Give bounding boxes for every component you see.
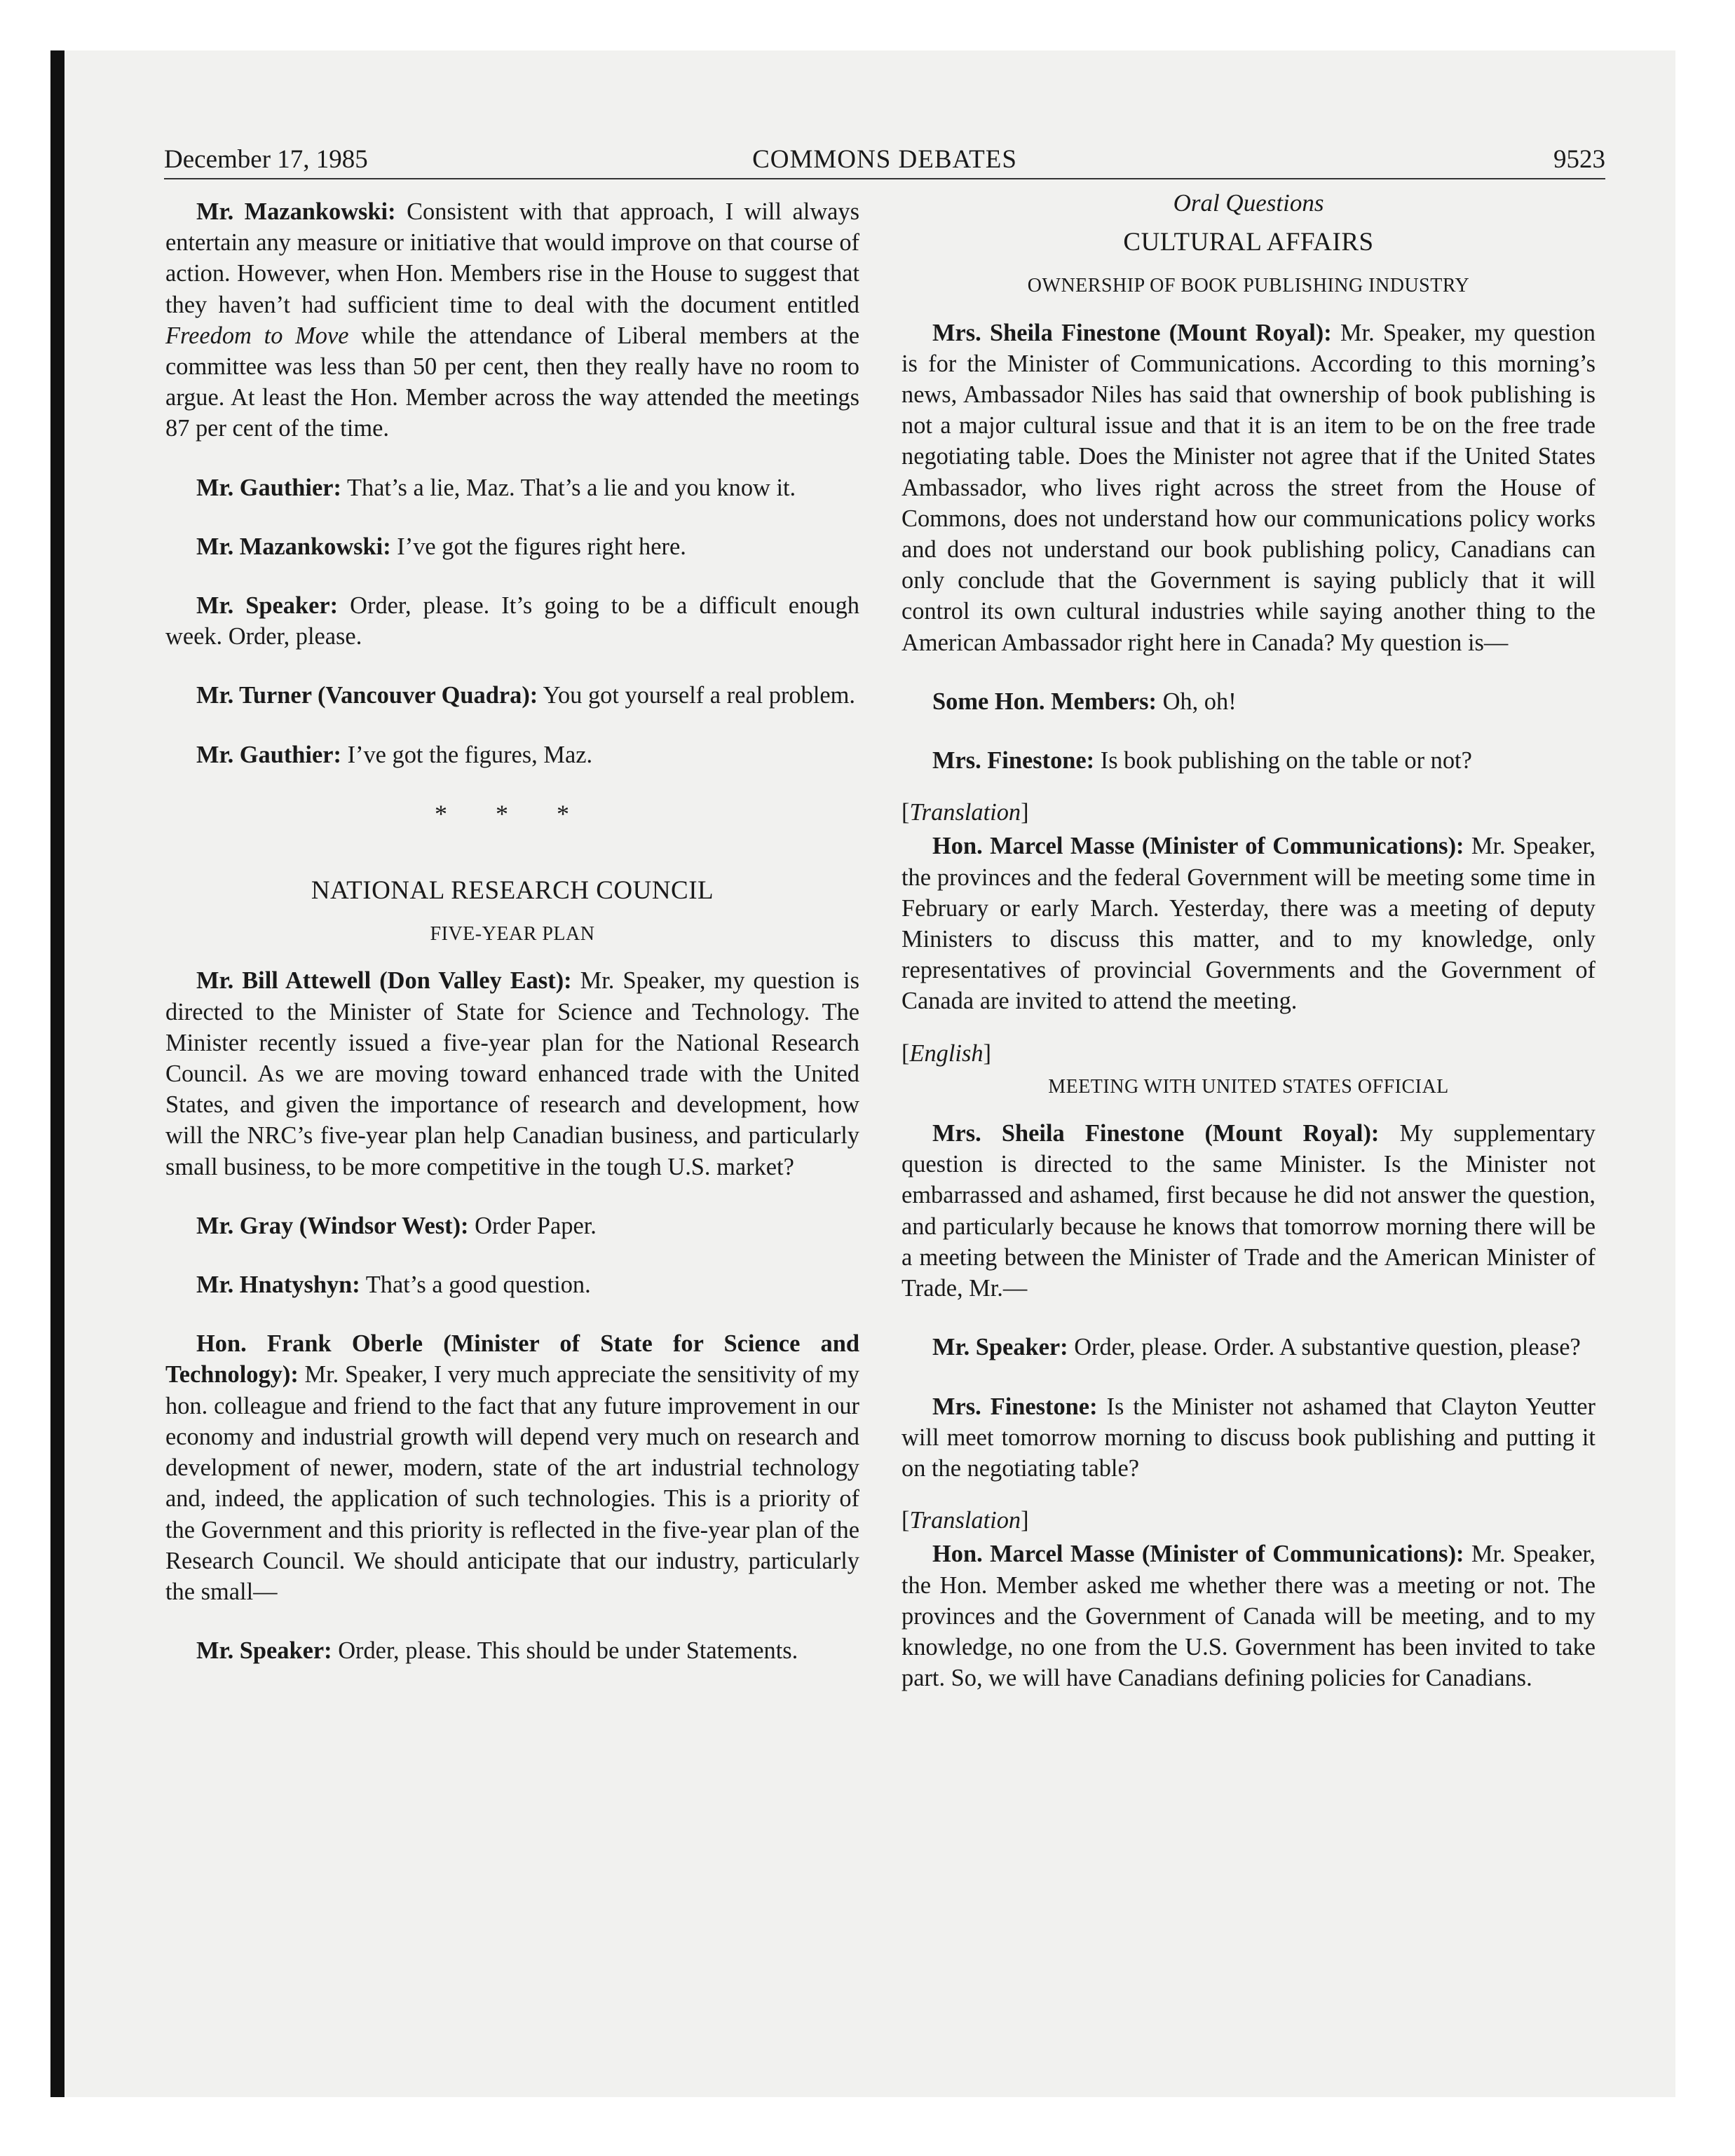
speech: [165, 196, 859, 444]
speech-text: Is the Minister not ashamed that Clayton Yeutter will meet tomorrow morning to discuss book publishing and putting it on the negotiating table?: [901, 1393, 1595, 1482]
header-date: December 17, 1985: [164, 145, 368, 174]
speech: [165, 680, 859, 711]
speaker-name: Mr. Mazankowski:: [196, 533, 391, 560]
speech-text: I’ve got the figures, Maz.: [347, 741, 593, 768]
speech-text: Order, please. It’s going to be a difficult enough week. Order, please.: [165, 592, 859, 650]
section-separator: * * *: [435, 799, 590, 828]
speaker-name: Hon. Frank Oberle (Minister of State for Science and Technology):: [165, 1330, 859, 1389]
speaker-name: Mr. Speaker:: [196, 592, 339, 620]
speaker-name: Mrs. Sheila Finestone (Mount Royal):: [932, 319, 1332, 346]
speech-text: Order, please. Order. A substantive question, please?: [1074, 1334, 1581, 1361]
speaker-name: Mr. Hnatyshyn:: [196, 1271, 360, 1299]
speaker-name: Mr. Bill Attewell (Don Valley East):: [196, 967, 572, 995]
speech-text: Mr. Speaker, my question is directed to the Minister of State for Science and Technology. The Minister recently issued a five-year plan for the National Research Council. As we are moving toward enhanced trade with the United States, and given the importance of research and development, how will the NRC’s five-year plan help Canadian business, and particularly small business, to be more competitive in the tough U.S. market?: [165, 967, 859, 1180]
page-header: [164, 142, 1605, 179]
speaker-name: Mrs. Finestone:: [932, 747, 1095, 775]
speaker-name: Mr. Gauthier:: [196, 741, 341, 768]
speaker-name: Hon. Marcel Masse (Minister of Communications):: [932, 1541, 1464, 1568]
speech: [165, 1210, 859, 1241]
speech: [901, 745, 1595, 776]
speech-text: Is book publishing on the table or not?: [1100, 747, 1472, 775]
language-marker: [Translation]: [901, 1507, 1029, 1534]
speech: [165, 1328, 859, 1607]
speech: [165, 472, 859, 503]
language-marker: [English]: [901, 1039, 991, 1067]
speech-text: Order Paper.: [475, 1212, 597, 1239]
speech-text: Mr. Speaker, I very much appreciate the sensitivity of my hon. colleague and friend to the fact that any future improvement in our economy and industrial growth will depend very much on research and development of newer, modern, state of the art industrial technology and, indeed, the application of such technologies. This is a priority of the Government and this priority is reflected in the five-year plan of the Research Council. We should anticipate that our industry, particularly the small—: [165, 1361, 859, 1605]
language-label: English: [909, 1039, 984, 1067]
speech: [165, 1635, 859, 1666]
document-title: Freedom to Move: [165, 322, 349, 349]
section-subheading: MEETING WITH UNITED STATES OFFICIAL: [1048, 1075, 1449, 1098]
section-subheading: FIVE-YEAR PLAN: [430, 923, 595, 946]
section-heading: CULTURAL AFFAIRS: [1123, 228, 1374, 257]
speaker-name: Mrs. Finestone:: [932, 1393, 1098, 1420]
speech-text: Consistent with that approach, I will always entertain any measure or initiative that would improve on that course of action. However, when Hon. Members rise in the House to suggest that they haven’t had sufficient time to deal with the document entitled: [165, 198, 860, 318]
speaker-name: Mr. Gray (Windsor West):: [196, 1212, 469, 1239]
language-marker: [Translation]: [901, 799, 1029, 826]
speech-text: Mr. Speaker, the Hon. Member asked me whether there was a meeting or not. The provinces and the Government of Canada will be meeting, and to my knowledge, no one from the U.S. Government has been invited to take part. So, we will have Canadians defining policies for Canadians.: [901, 1541, 1596, 1692]
speaker-name: Mr. Gauthier:: [196, 474, 341, 501]
speech: [901, 1118, 1595, 1304]
speech-text: Oh, oh!: [1162, 688, 1237, 715]
speech: [165, 739, 859, 770]
speaker-name: Mr. Speaker:: [932, 1334, 1068, 1361]
speech: [165, 590, 859, 652]
speech-text: That’s a good question.: [365, 1271, 591, 1299]
right-column: [901, 189, 1596, 1721]
header-page-number: 9523: [1553, 145, 1605, 174]
speech-text: I’ve got the figures right here.: [397, 533, 686, 560]
header-title: COMMONS DEBATES: [752, 145, 1017, 174]
language-label: Translation: [909, 1507, 1021, 1534]
speaker-name: Mr. Mazankowski:: [196, 198, 396, 225]
speaker-name: Hon. Marcel Masse (Minister of Communications):: [932, 833, 1464, 860]
section-heading: NATIONAL RESEARCH COUNCIL: [311, 876, 714, 906]
speech: [901, 1332, 1595, 1363]
speech-text: Order, please. This should be under Statements.: [338, 1637, 798, 1665]
speech: [901, 1538, 1595, 1693]
speech-text: Mr. Speaker, the provinces and the federal Government will be meeting some time in February or early March. Yesterday, there was a meeting of deputy Ministers to discuss this matter, and to my knowledge, only representatives of provincial Governments and the Government of Canada are invited to attend the meeting.: [901, 833, 1596, 1015]
speech-text: You got yourself a real problem.: [543, 682, 855, 709]
speech: [165, 531, 859, 562]
speech-text: My supplementary question is directed to the same Minister. Is the Minister not embarrassed and ashamed, first because he did not answer the question, and particularly because he knows that tomorrow morning there will be a meeting between the Minister of Trade and the American Minister of Trade, Mr.—: [901, 1120, 1595, 1302]
binding-edge: [50, 50, 64, 2097]
speech-text: That’s a lie, Maz. That’s a lie and you know it.: [346, 474, 796, 501]
speech: [165, 1269, 859, 1300]
speaker-name: Mrs. Sheila Finestone (Mount Royal):: [932, 1120, 1380, 1147]
speech: [901, 686, 1595, 717]
speech-text: while the attendance of Liberal members at the committee was less than 50 per cent, then they really have no room to argue. At least the Hon. Member across the way attended the meetings 87 per cent of the time.: [165, 322, 859, 442]
speaker-name: Some Hon. Members:: [932, 688, 1157, 715]
speech: [901, 831, 1595, 1016]
speech: [165, 965, 859, 1182]
speech-text: Mr. Speaker, my question is for the Minister of Communications. According to this morning’s news, Ambassador Niles has said that ownership of book publishing is not a major cultural issue and that it is an item to be on the free trade negotiating table. Does the Minister not agree that if the United States Ambassador, who lives right across the street from the House of Commons, does not understand how our communications policy works and does not understand our book publishing policy, Canadians can only conclude that the Government is saying publicly that it will control its own cultural industries while saying another thing to the American Ambassador right here in Canada? My question is—: [901, 319, 1595, 656]
left-column: [165, 196, 859, 1694]
speaker-name: Mr. Speaker:: [196, 1637, 332, 1665]
oral-questions-label: Oral Questions: [1173, 189, 1324, 217]
section-subheading: OWNERSHIP OF BOOK PUBLISHING INDUSTRY: [1027, 275, 1470, 297]
language-label: Translation: [909, 799, 1021, 826]
speaker-name: Mr. Turner (Vancouver Quadra):: [196, 682, 538, 709]
speech: [901, 318, 1595, 658]
speech: [901, 1391, 1595, 1485]
